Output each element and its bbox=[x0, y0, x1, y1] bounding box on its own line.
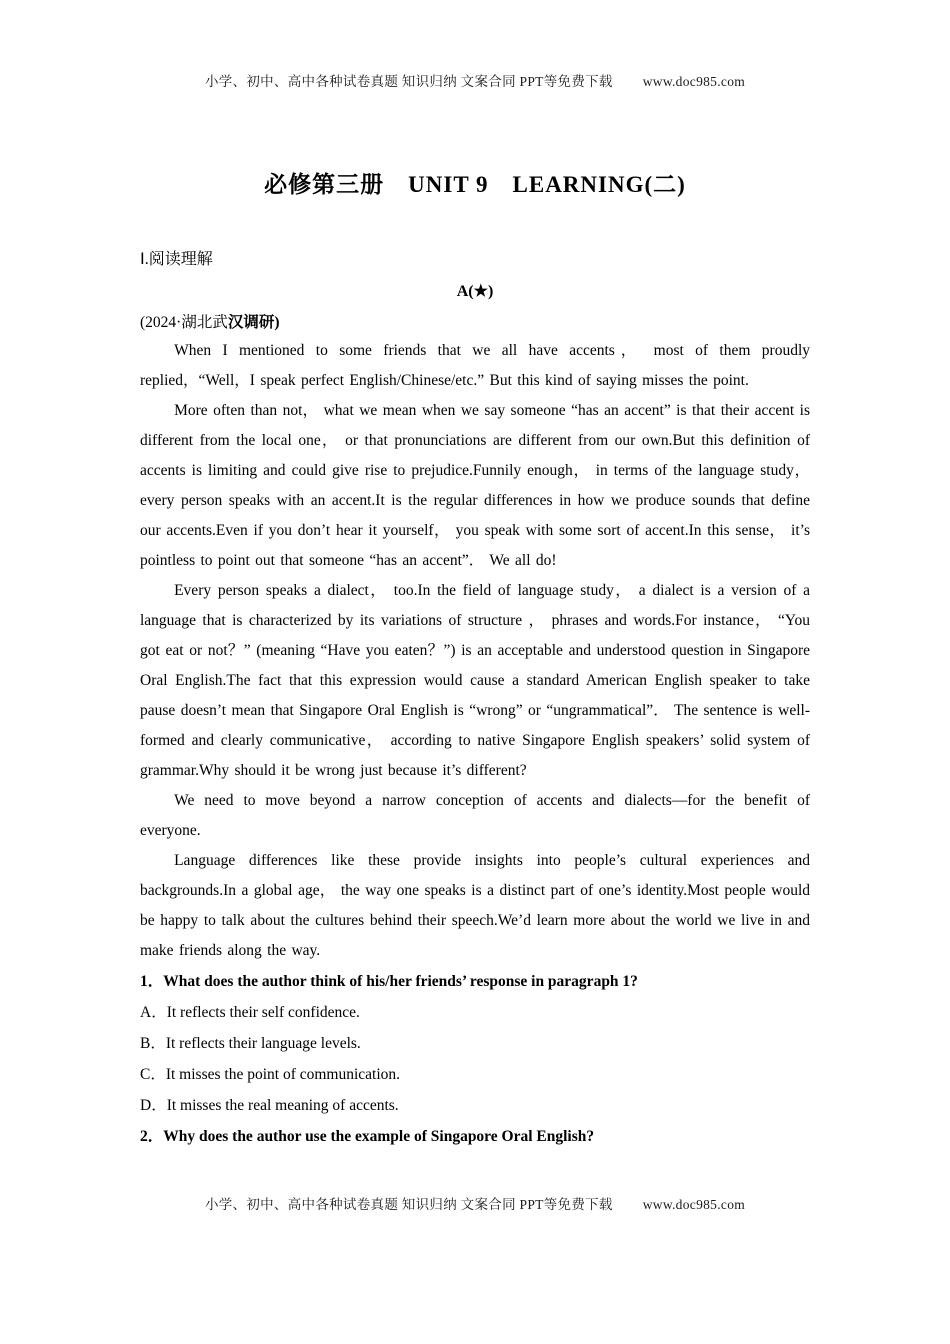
question-1-option-b: B．It reflects their language levels. bbox=[140, 1035, 361, 1052]
passage-paragraph-2: More often than not， what we mean when we say someone “has an accent” is that their accent is different from the local one， or that pronunciations are different from our own.But this definition of accents is limiting and could give rise to prejudice.Funnily enough， in terms of the language study， every person speaks with an accent.It is the regular differences in how we produce sounds that define our accents.Even if you don’t hear it yourself， you speak with some sort of accent.In this sense， it’s pointless to point out that someone “has an accent”． We all do! bbox=[140, 402, 810, 569]
footer-watermark bbox=[0, 1193, 950, 1213]
passage-paragraph-3: Every person speaks a dialect， too.In the field of language study， a dialect is a version of a language that is characterized by its variations of structure ， phrases and words.For instance， “You got eat or not？” (meaning “Have you eaten？”) is an acceptable and understood question in Singapore Oral English.The fact that this expression would cause a standard American English speaker to take pause doesn’t mean that Singapore Oral English is “wrong” or “ungrammatical”． The sentence is well-formed and clearly communicative， according to native Singapore English speakers’ solid system of grammar.Why should it be wrong just because it’s different? bbox=[140, 582, 810, 779]
section-heading-reading: Ⅰ.阅读理解 bbox=[140, 251, 213, 268]
passage-paragraph-4: We need to move beyond a narrow conception of accents and dialects—for the benefit of everyone. bbox=[140, 792, 810, 839]
document-content bbox=[140, 170, 810, 1152]
passage-source-prefix: (2024·湖北武 bbox=[140, 314, 228, 331]
header-watermark bbox=[0, 70, 950, 90]
footer-watermark-text: 小学、初中、高中各种试卷真题 知识归纳 文案合同 PPT等免费下载 bbox=[204, 1197, 613, 1212]
question-1-option-c: C．It misses the point of communication. bbox=[140, 1066, 401, 1083]
footer-watermark-url[interactable]: www.doc985.com bbox=[642, 1197, 746, 1212]
header-watermark-url[interactable]: www.doc985.com bbox=[642, 74, 746, 89]
page-title: 必修第三册 UNIT 9 LEARNING(二) bbox=[264, 172, 686, 197]
passage-label: A(★) bbox=[456, 283, 494, 300]
question-2-stem: 2．Why does the author use the example of Singapore Oral English? bbox=[140, 1128, 595, 1145]
passage-source-suffix: 汉调研) bbox=[227, 314, 280, 331]
passage-paragraph-1: When I mentioned to some friends that we all have accents， most of them proudly replied，“Well，I speak perfect English/Chinese/etc.” But this kind of saying misses the point. bbox=[140, 342, 810, 389]
question-1-option-a: A．It reflects their self confidence. bbox=[140, 1004, 360, 1021]
question-1-option-d: D．It misses the real meaning of accents. bbox=[140, 1097, 399, 1114]
header-watermark-text: 小学、初中、高中各种试卷真题 知识归纳 文案合同 PPT等免费下载 bbox=[204, 74, 613, 89]
passage-source bbox=[140, 310, 810, 336]
question-1-stem: 1．What does the author think of his/her friends’ response in paragraph 1? bbox=[140, 973, 638, 990]
passage-paragraph-5: Language differences like these provide insights into people’s cultural experiences and backgrounds.In a global age， the way one speaks is a distinct part of one’s identity.Most people would be happy to talk about the cultures behind their speech.We’d learn more about the world we live in and make friends along the way. bbox=[140, 852, 810, 959]
